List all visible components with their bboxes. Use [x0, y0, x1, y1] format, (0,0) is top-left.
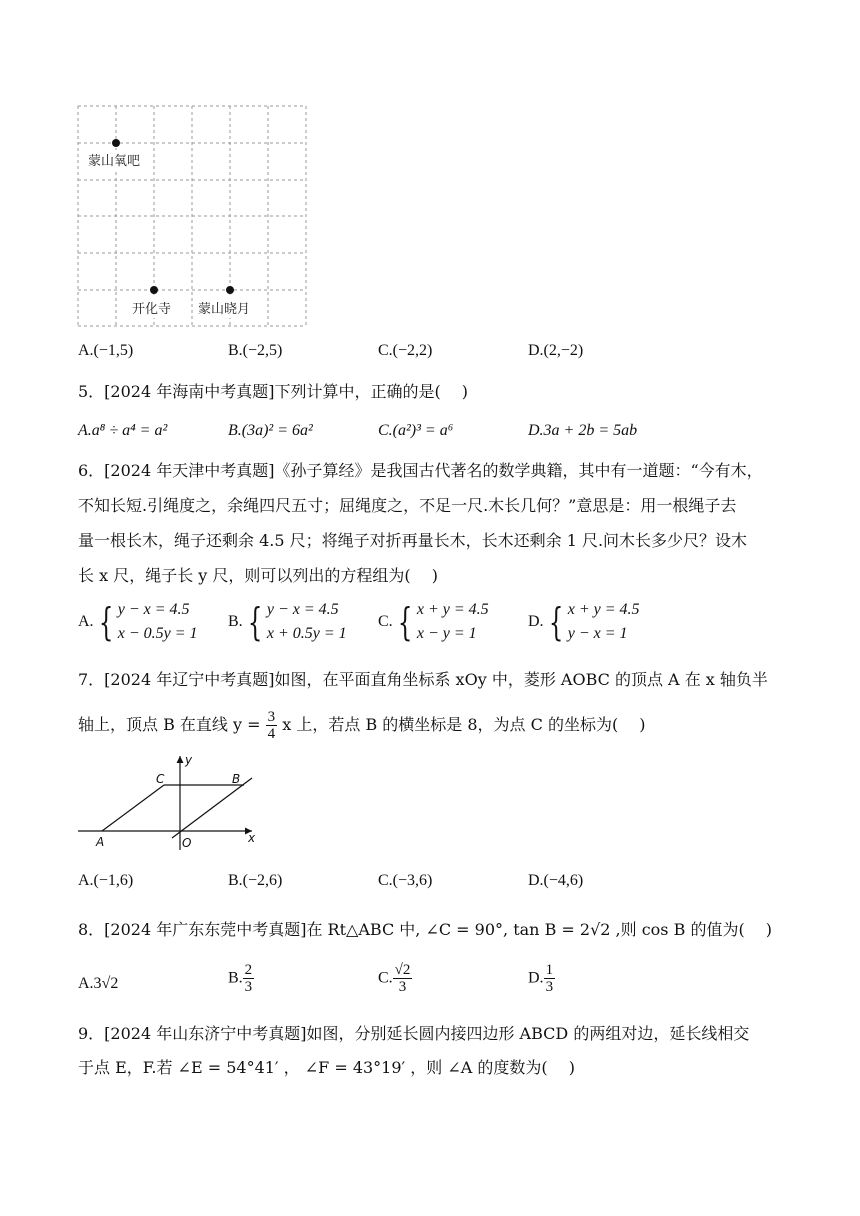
q8-option-d-letter: D. — [528, 969, 544, 987]
q7-option-b[interactable]: B.(−2,6) — [228, 872, 283, 889]
q7-line-2-pre: 轴上，顶点 B 在直线 y = — [78, 715, 261, 734]
q8-option-c-letter: C. — [378, 969, 393, 987]
q6-option-b-letter: B. — [228, 613, 243, 630]
point-mengshan-moon — [226, 286, 234, 294]
q7-fraction-num: 3 — [267, 709, 276, 725]
q6-option-d-brace: { — [548, 600, 563, 644]
q6-option-c-letter: C. — [378, 613, 393, 630]
q6-line-2: 不知长短.引绳度之，余绳四尺五寸；屈绳度之，不足一尺.木长几何？”意思是：用一根绳子去 — [78, 496, 737, 515]
map-grid-figure — [76, 104, 310, 328]
q7-line-1: 7．[2024 年辽宁中考真题]如图，在平面直角坐标系 xOy 中，菱形 AOBC 的顶点 A 在 x 轴负半 — [78, 670, 768, 689]
rhombus-figure — [76, 752, 266, 852]
q7-option-d[interactable]: D.(−4,6) — [528, 872, 584, 889]
q8-option-d[interactable] — [528, 962, 555, 995]
q6-option-c-brace: { — [397, 600, 413, 644]
point-mengshan-oxygen — [112, 139, 120, 147]
q4-option-a[interactable]: A.(−1,5) — [78, 342, 134, 359]
q8-option-b-den: 3 — [244, 979, 253, 995]
q8-option-a[interactable]: A.3√2 — [78, 975, 119, 992]
q5-option-b[interactable]: B.(3a)² = 6a² — [228, 422, 313, 439]
q6-option-c-eq2: x − y = 1 — [416, 625, 477, 642]
q7-fraction-den: 4 — [267, 726, 276, 742]
point-kaihua-temple — [150, 286, 158, 294]
q6-option-b-eq2: x + 0.5y = 1 — [266, 625, 347, 642]
q6-option-a-brace: { — [98, 600, 113, 644]
q7-line-2 — [78, 706, 646, 744]
q6-option-c-eq1: x + y = 4.5 — [416, 601, 489, 618]
q6-line-1: 6．[2024 年天津中考真题]《孙子算经》是我国古代著名的数学典籍，其中有一道题：“今有木， — [78, 461, 763, 480]
q4-option-b[interactable]: B.(−2,5) — [228, 342, 283, 359]
q6-option-d-letter: D. — [528, 613, 544, 630]
q5-option-c[interactable]: C.(a²)³ = a⁶ — [378, 422, 454, 439]
label-O: O — [182, 836, 192, 850]
q4-option-c[interactable]: C.(−2,2) — [378, 342, 433, 359]
q8-option-b-letter: B. — [228, 969, 243, 987]
q8-option-c-num: √2 — [394, 962, 411, 978]
q6-option-b-eq1: y − x = 4.5 — [266, 601, 339, 618]
label-C: C — [156, 772, 165, 786]
label-mengshan-moon: 蒙山晓月 — [198, 302, 251, 317]
q5-option-a[interactable]: A.a⁸ ÷ a⁴ = a² — [78, 422, 168, 439]
side-AC — [102, 785, 164, 831]
label-mengshan-oxygen: 蒙山氧吧 — [88, 154, 141, 169]
q6-line-3: 量一根长木，绳子还剩余 4.5 尺；将绳子对折再量长木，长木还剩余 1 尺.问木长多少尺？设木 — [78, 531, 748, 550]
q5-stem: 5．[2024 年海南中考真题]下列计算中，正确的是( ) — [78, 382, 469, 401]
q6-option-d[interactable] — [528, 598, 640, 646]
q8-option-b-num: 2 — [244, 962, 253, 978]
q7-line-2-post: x 上，若点 B 的横坐标是 8，为点 C 的坐标为( ) — [282, 715, 646, 734]
q4-option-d[interactable]: D.(2,−2) — [528, 342, 584, 359]
q6-option-b[interactable] — [228, 598, 347, 646]
label-kaihua-temple: 开化寺 — [132, 302, 172, 317]
label-A: A — [96, 835, 105, 849]
label-B: B — [232, 772, 241, 786]
q7-option-a[interactable]: A.(−1,6) — [78, 872, 134, 889]
q6-option-c[interactable] — [378, 598, 489, 646]
q8-option-d-den: 3 — [545, 979, 554, 995]
q6-option-a-eq1: y − x = 4.5 — [117, 601, 190, 618]
q9-line-2: 于点 E，F.若 ∠E = 54°41′ ， ∠F = 43°19′ ，则 ∠A 的度数为( ) — [78, 1058, 575, 1077]
q6-option-d-eq1: x + y = 4.5 — [567, 601, 640, 618]
q7-option-c[interactable]: C.(−3,6) — [378, 872, 433, 889]
q6-option-a-letter: A. — [78, 613, 94, 630]
q8-option-c[interactable] — [378, 962, 412, 995]
q7-fraction — [266, 709, 278, 742]
label-y: y — [185, 753, 193, 767]
q6-option-d-eq2: y − x = 1 — [567, 625, 628, 642]
q6-option-a-eq2: x − 0.5y = 1 — [117, 625, 198, 642]
q8-option-c-den: 3 — [398, 979, 407, 995]
q8-stem: 8．[2024 年广东东莞中考真题]在 Rt△ABC 中, ∠C = 90°, tan B = 2√2 ,则 cos B 的值为( ) — [78, 920, 773, 939]
label-x: x — [248, 831, 256, 845]
side-OB — [172, 778, 252, 838]
q5-option-d[interactable]: D.3a + 2b = 5ab — [528, 422, 638, 439]
q8-option-b[interactable] — [228, 962, 254, 995]
q6-option-a[interactable] — [78, 598, 198, 646]
q9-line-1: 9．[2024 年山东济宁中考真题]如图，分别延长圆内接四边形 ABCD 的两组对边，延长线相交 — [78, 1024, 750, 1043]
q6-option-b-brace: { — [247, 600, 263, 644]
q6-line-4: 长 x 尺，绳子长 y 尺，则可以列出的方程组为( ) — [78, 566, 438, 585]
q8-option-d-num: 1 — [545, 962, 554, 978]
grid-lines — [78, 106, 306, 326]
